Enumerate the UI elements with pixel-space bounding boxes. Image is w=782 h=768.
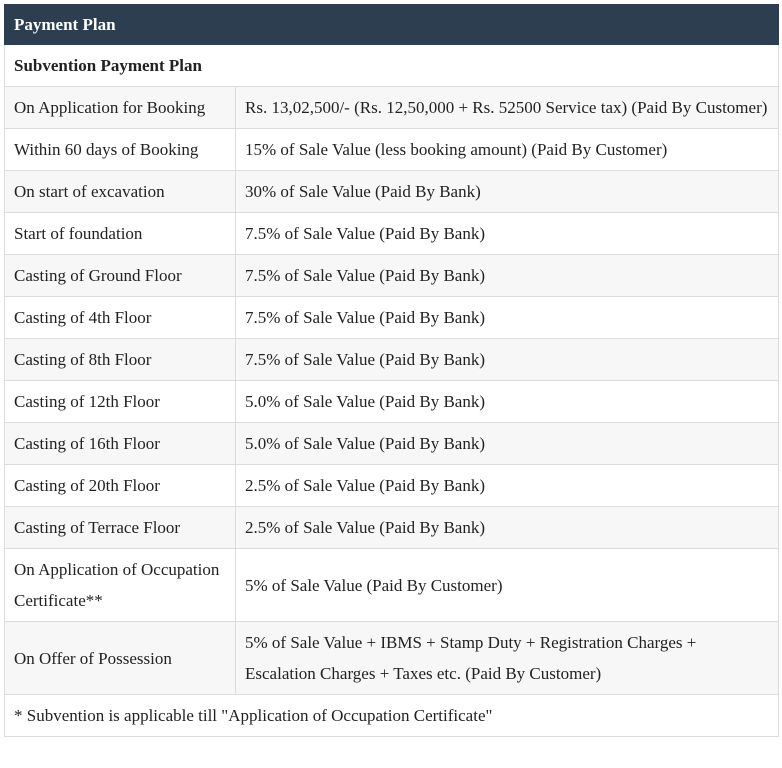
- table-row: [5, 507, 779, 549]
- stage-cell: Casting of Terrace Floor: [5, 507, 236, 549]
- table-row: [5, 129, 779, 171]
- stage-cell: Casting of 20th Floor: [5, 465, 236, 507]
- stage-cell: Casting of 4th Floor: [5, 297, 236, 339]
- stage-cell: Casting of 16th Floor: [5, 423, 236, 465]
- stage-cell: On Application for Booking: [5, 87, 236, 129]
- payment-cell: 7.5% of Sale Value (Paid By Bank): [236, 213, 779, 255]
- stage-cell: Casting of Ground Floor: [5, 255, 236, 297]
- payment-cell: 7.5% of Sale Value (Paid By Bank): [236, 339, 779, 381]
- table-row: [5, 171, 779, 213]
- stage-cell: Casting of 12th Floor: [5, 381, 236, 423]
- table-row: [5, 465, 779, 507]
- payment-cell: 7.5% of Sale Value (Paid By Bank): [236, 255, 779, 297]
- payment-plan-container: [4, 4, 778, 737]
- payment-cell: Rs. 13,02,500/- (Rs. 12,50,000 + Rs. 52500 Service tax) (Paid By Customer): [236, 87, 779, 129]
- stage-cell: Start of foundation: [5, 213, 236, 255]
- table-row: [5, 549, 779, 622]
- table-subtitle-row: [5, 45, 779, 87]
- stage-cell: On Offer of Possession: [5, 622, 236, 695]
- table-row: [5, 423, 779, 465]
- payment-cell: 7.5% of Sale Value (Paid By Bank): [236, 297, 779, 339]
- payment-cell: 2.5% of Sale Value (Paid By Bank): [236, 507, 779, 549]
- payment-cell: 5.0% of Sale Value (Paid By Bank): [236, 423, 779, 465]
- table-title: Payment Plan: [5, 5, 779, 45]
- table-row: [5, 622, 779, 695]
- stage-cell: Within 60 days of Booking: [5, 129, 236, 171]
- stage-cell: Casting of 8th Floor: [5, 339, 236, 381]
- footnote-row: [5, 695, 779, 737]
- payment-cell: 5% of Sale Value + IBMS + Stamp Duty + Registration Charges + Escalation Charges + Taxes etc. (Paid By Customer): [236, 622, 779, 695]
- payment-cell: 30% of Sale Value (Paid By Bank): [236, 171, 779, 213]
- table-row: [5, 213, 779, 255]
- payment-cell: 2.5% of Sale Value (Paid By Bank): [236, 465, 779, 507]
- table-row: [5, 297, 779, 339]
- payment-plan-table: [4, 4, 779, 737]
- table-row: [5, 339, 779, 381]
- payment-cell: 15% of Sale Value (less booking amount) (Paid By Customer): [236, 129, 779, 171]
- stage-cell: On Application of Occupation Certificate**: [5, 549, 236, 622]
- payment-cell: 5% of Sale Value (Paid By Customer): [236, 549, 779, 622]
- table-row: [5, 87, 779, 129]
- stage-cell: On start of excavation: [5, 171, 236, 213]
- table-title-row: [5, 5, 779, 45]
- payment-cell: 5.0% of Sale Value (Paid By Bank): [236, 381, 779, 423]
- table-subtitle: Subvention Payment Plan: [5, 45, 779, 87]
- table-row: [5, 255, 779, 297]
- table-row: [5, 381, 779, 423]
- footnote: * Subvention is applicable till "Application of Occupation Certificate": [5, 695, 779, 737]
